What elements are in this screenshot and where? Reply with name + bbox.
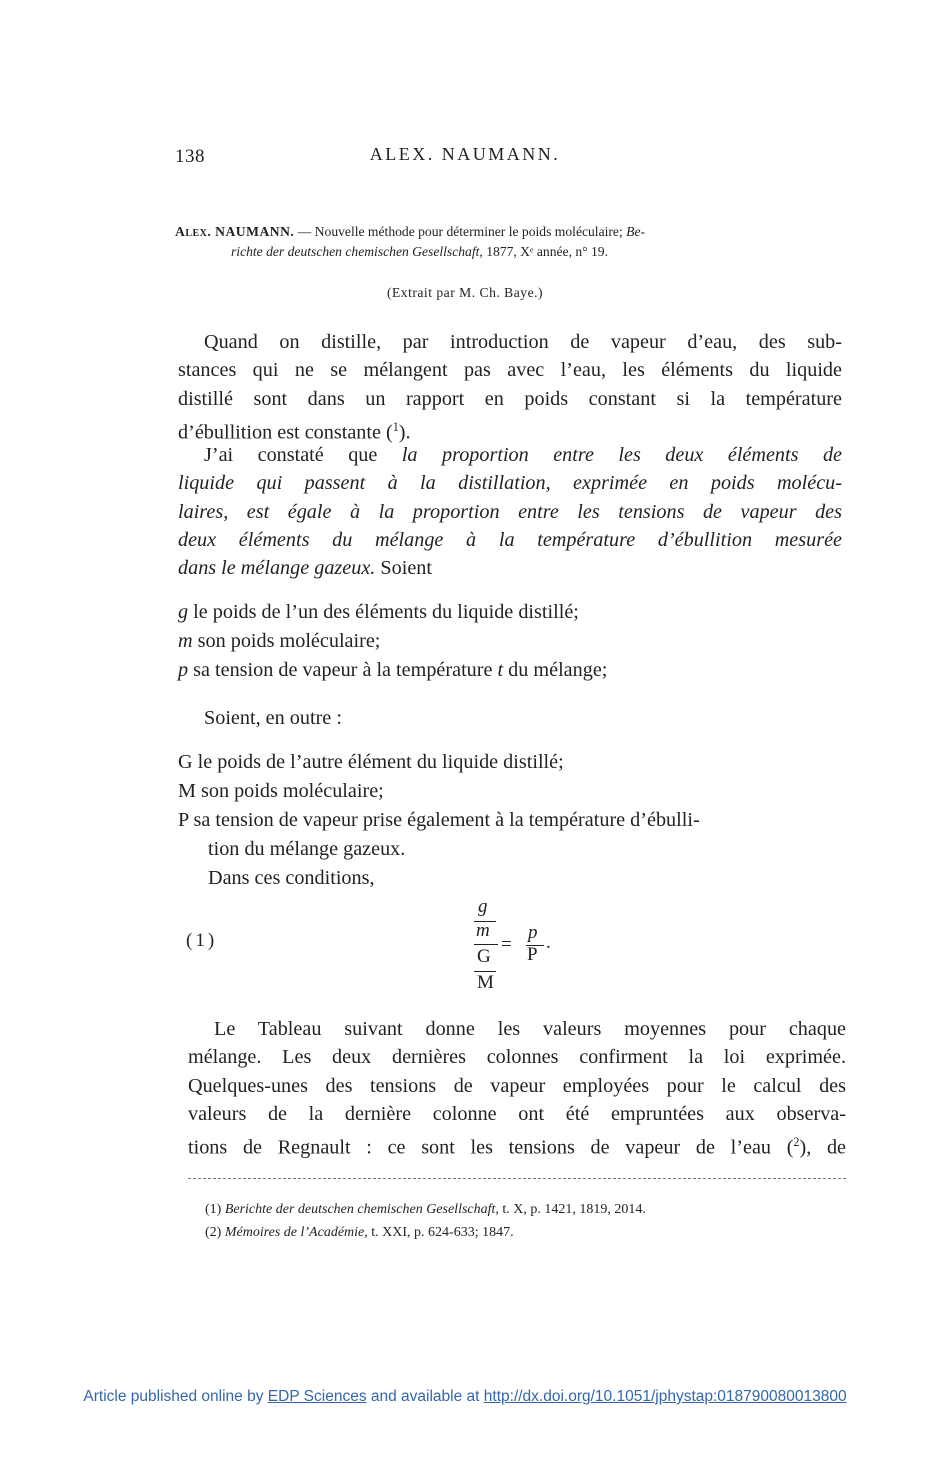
eq-equals: =: [501, 934, 512, 955]
footnote-mark: 1: [392, 419, 399, 434]
definition-list-1: [178, 598, 848, 685]
list-item: M son poids moléculaire;: [178, 780, 384, 802]
text-line: Le Tableau suivant donne les valeurs moyennes pour chaque: [214, 1018, 846, 1040]
publisher-link[interactable]: EDP Sciences: [267, 1388, 367, 1405]
definition-list-2: [178, 748, 848, 893]
eq-p: p: [528, 922, 538, 943]
reference-journal-b: richte der deutschen chemischen Gesellschaft,: [231, 244, 483, 259]
paragraph-3: [188, 1015, 847, 1159]
eq-P: P: [527, 944, 538, 965]
footnote-mark: 2: [793, 1135, 800, 1150]
paragraph-2: [178, 441, 842, 582]
dans-ces-conditions: Dans ces conditions,: [208, 867, 375, 889]
footnote-1: (1) Berichte der deutschen chemischen Gesellschaft, t. X, p. 1421, 1819, 2014.: [205, 1202, 646, 1217]
text-line: tions de Regnault : ce sont les tensions de vapeur de l’eau ($^2$), de: [188, 1135, 847, 1159]
equation: [474, 896, 564, 996]
running-title: ALEX. NAUMANN.: [369, 144, 561, 164]
list-item: g le poids de l’un des éléments du liquide distillé;: [178, 601, 579, 623]
text-line: Quand on distille, par introduction de vapeur d’eau, des sub-: [204, 331, 842, 353]
text-line: laires, est égale à la proportion entre les tensions de vapeur des: [178, 500, 842, 523]
equation-label: (1): [186, 930, 218, 951]
text-line: deux éléments du mélange à la température d’ébullition mesurée: [178, 528, 842, 551]
reference-details: 1877, Xᵉ année, n° 19.: [482, 244, 608, 259]
list-item: p sa tension de vapeur à la température t du mélange;: [178, 659, 608, 681]
doi-link[interactable]: http://dx.doi.org/10.1051/jphystap:018790080013800: [483, 1388, 847, 1405]
text-line: dans le mélange gazeux. Soient: [178, 557, 432, 580]
page-number: 138: [175, 146, 205, 167]
text-line: stances qui ne se mélangent pas avec l’eau, les éléments du liquide: [178, 359, 842, 382]
list-item: m son poids moléculaire;: [178, 630, 381, 652]
text-line: valeurs de la dernière colonne ont été empruntées aux observa-: [188, 1102, 846, 1125]
list-item: P sa tension de vapeur prise également à la température d’ébulli-: [178, 809, 700, 831]
eq-period: .: [546, 932, 551, 953]
soient-en-outre: Soient, en outre :: [204, 707, 342, 729]
text-line: distillé sont dans un rapport en poids constant si la température: [178, 387, 842, 410]
publication-notice: Article published online by EDP Sciences and available at http://dx.doi.org/10.1051/jphystap:018790080013800: [83, 1388, 847, 1405]
eq-M: M: [477, 972, 494, 993]
list-item-continuation: tion du mélange gazeux.: [208, 838, 406, 860]
paragraph-1: [178, 328, 842, 444]
text-line: J’ai constaté que la proportion entre les deux éléments de: [204, 444, 842, 466]
list-item: G le poids de l’autre élément du liquide distillé;: [178, 751, 564, 773]
eq-g: g: [478, 896, 488, 917]
footnote-2: (2) Mémoires de l’Académie, t. XXI, p. 624-633; 1847.: [205, 1225, 514, 1240]
text-line: mélange. Les deux dernières colonnes confirment la loi exprimée.: [188, 1046, 846, 1069]
footnote-divider: [188, 1178, 846, 1179]
extract-note: (Extrait par M. Ch. Baye.): [386, 285, 544, 300]
reference-title: Nouvelle méthode pour déterminer le poids moléculaire;: [314, 224, 623, 239]
eq-m: m: [476, 920, 490, 941]
text-line: Quelques-unes des tensions de vapeur employées pour le calcul des: [188, 1074, 846, 1097]
reference-journal-a: Be-: [626, 224, 646, 239]
text-line: d’ébullition est constante ($^1$).: [178, 419, 411, 444]
reference-author: Alex. NAUMANN.: [175, 224, 295, 239]
text-line: liquide qui passent à la distillation, exprimée en poids molécu-: [178, 472, 842, 495]
article-reference: [175, 222, 847, 262]
eq-G: G: [477, 946, 491, 967]
reference-dash: —: [294, 224, 315, 239]
